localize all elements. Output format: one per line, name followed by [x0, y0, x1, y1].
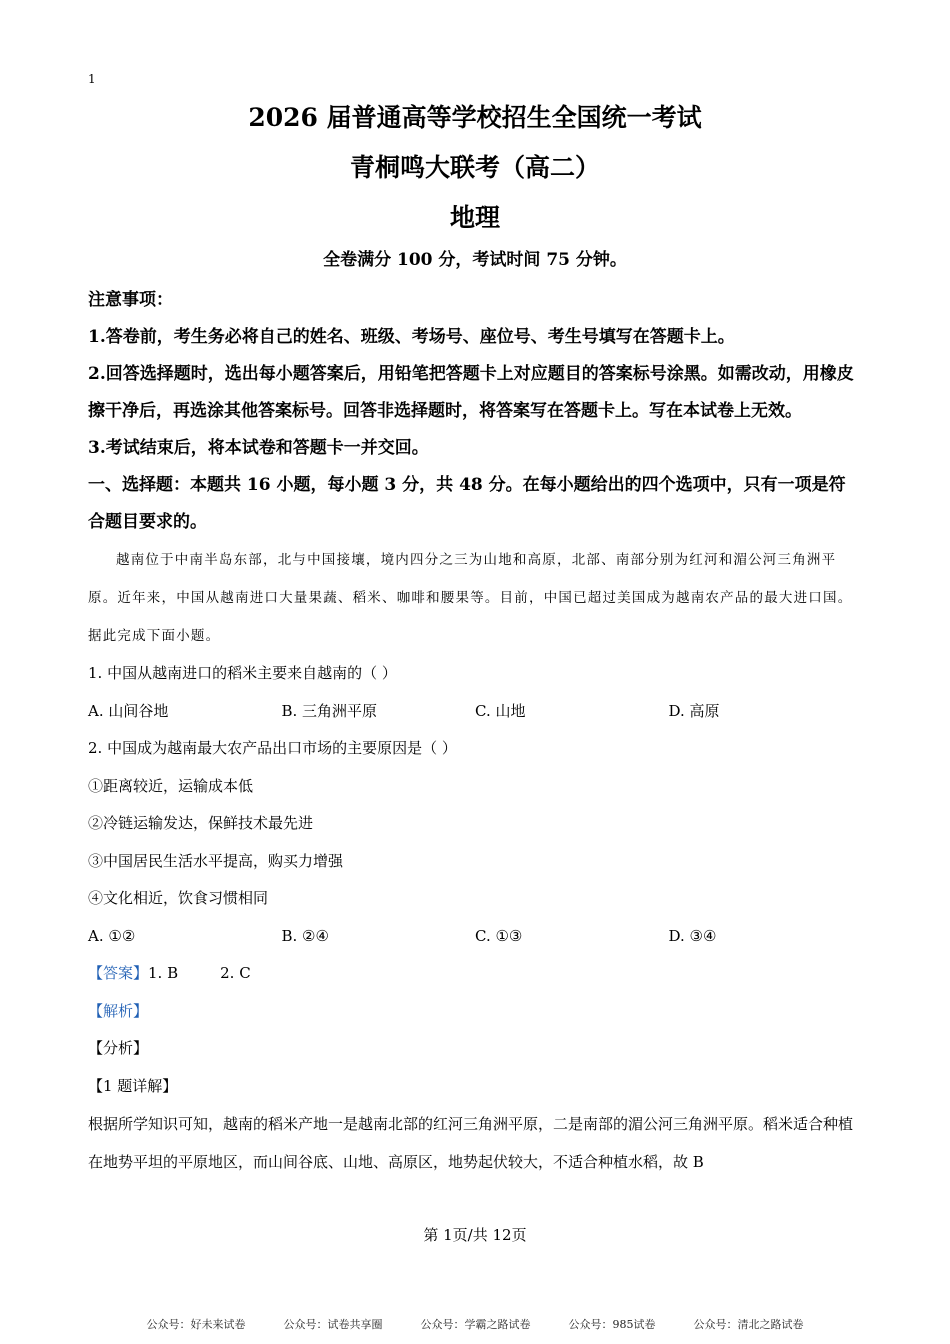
notice-item-3: 3.考试结束后，将本试卷和答题卡一并交回。: [88, 438, 429, 458]
answer-row: [88, 955, 862, 993]
page-marker: 1: [88, 72, 96, 86]
answer-label: 【答案】: [88, 964, 149, 982]
q2-option-b: B. ②④: [281, 926, 329, 945]
q2-option-d: D. ③④: [668, 926, 717, 945]
exam-subtitle: 青桐鸣大联考（高二）: [349, 153, 600, 182]
footer-link: 公众号：985试卷: [568, 1318, 656, 1331]
document-body: [88, 282, 862, 1181]
footer-links: [0, 1316, 950, 1332]
analysis-label: 【解析】: [88, 1001, 149, 1020]
q2-item-1: ①距离较近，运输成本低: [88, 776, 254, 795]
notice-item-2: 2.回答选择题时，选出每小题答案后，用铅笔把答题卡上对应题目的答案标号涂黑。如需改动，用橡皮擦干净后，再选涂其他答案标号。回答非选择题时，将答案写在答题卡上。写在本试卷上无效。: [88, 364, 854, 421]
q2-item-2: ②冷链运输发达，保鲜技术最先进: [88, 814, 314, 832]
answer-2: 2. C: [220, 964, 251, 982]
question-2-stem: 2. 中国成为越南最大农产品出口市场的主要原因是（ ）: [88, 739, 457, 757]
fenxi-label: 【分析】: [88, 1039, 149, 1057]
q2-option-c: C. ①③: [475, 926, 523, 945]
footer-link: 公众号：试卷共享圈: [283, 1318, 383, 1331]
footer-link: 公众号：学霸之路试卷: [420, 1318, 531, 1331]
q1-option-a: A. 山间谷地: [88, 701, 169, 720]
notice-heading: 注意事项：: [88, 290, 173, 310]
question-1-options: [88, 693, 862, 731]
page-footer: 第 1页/共 12页: [423, 1226, 527, 1244]
question-2-options: [88, 918, 862, 956]
section-heading: 一、选择题：本题共 16 小题，每小题 3 分，共 48 分。在每小题给出的四个选项中，只有一项是符合题目要求的。: [88, 475, 846, 532]
exam-title: 2026 届普通高等学校招生全国统一考试: [248, 103, 702, 132]
exam-info: 全卷满分 100 分，考试时间 75 分钟。: [323, 250, 627, 270]
detail-1-text: 根据所学知识可知，越南的稻米产地一是越南北部的红河三角洲平原，二是南部的湄公河三角洲平原。稻米适合种植在地势平坦的平原地区，而山间谷底、山地、高原区，地势起伏较大，不适合种植水稻，故 B: [88, 1115, 854, 1171]
q2-option-a: A. ①②: [88, 926, 136, 945]
q1-option-c: C. 山地: [475, 701, 526, 720]
q1-option-b: B. 三角洲平原: [281, 701, 378, 720]
footer-link: 公众号：清北之路试卷: [693, 1318, 804, 1331]
detail-1-label: 【1 题详解】: [88, 1076, 178, 1095]
answer-1: 1. B: [148, 964, 179, 982]
q2-item-3: ③中国居民生活水平提高，购买力增强: [88, 851, 344, 870]
question-1-stem: 1. 中国从越南进口的稻米主要来自越南的（ ）: [88, 664, 397, 682]
notice-item-1: 1.答卷前，考生务必将自己的姓名、班级、考场号、座位号、考生号填写在答题卡上。: [88, 327, 735, 347]
footer-link: 公众号：好未来试卷: [146, 1318, 246, 1331]
q2-item-4: ④文化相近，饮食习惯相同: [88, 889, 269, 907]
q1-option-d: D. 高原: [668, 701, 720, 720]
reading-passage: 越南位于中南半岛东部，北与中国接壤，境内四分之三为山地和高原，北部、南部分别为红河和湄公河三角洲平原。近年来，中国从越南进口大量果蔬、稻米、咖啡和腰果等。目前，中国已超过美国成为越南农产品的最大进口国。据此完成下面小题。: [88, 552, 853, 644]
subject-title: 地理: [449, 203, 500, 232]
